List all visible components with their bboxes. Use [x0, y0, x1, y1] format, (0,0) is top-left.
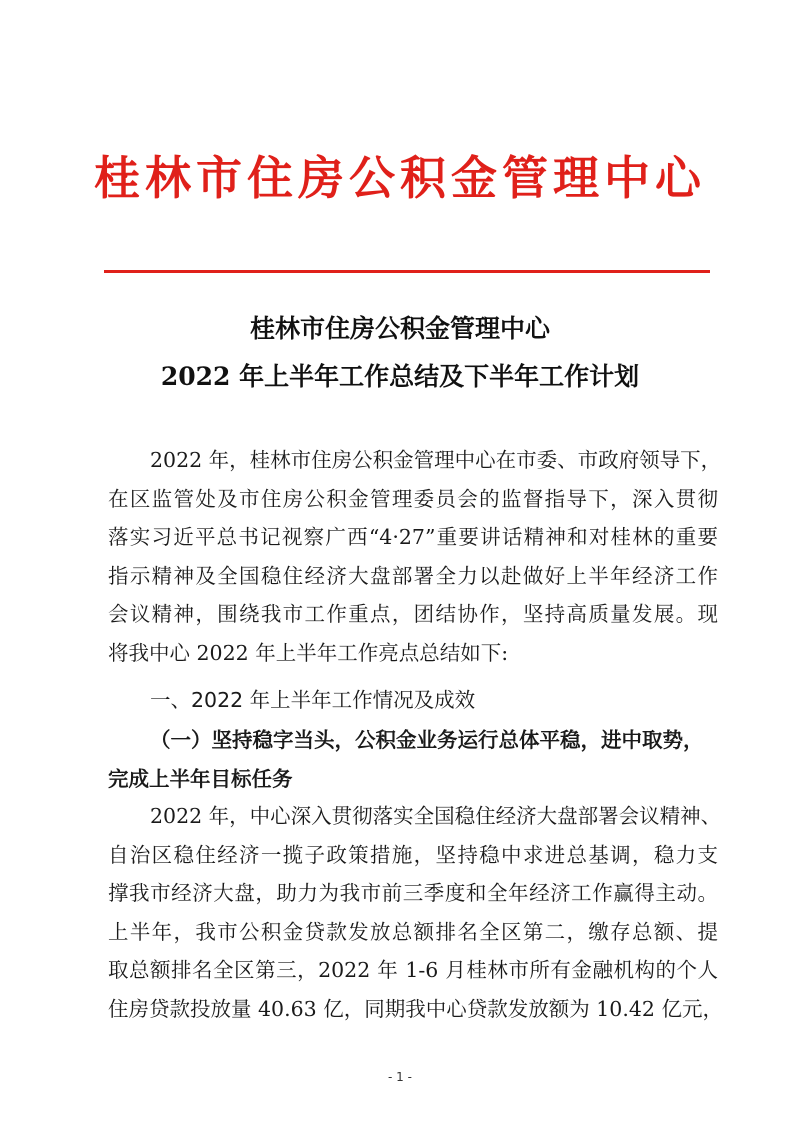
paragraph-line: 2022 年，桂林市住房公积金管理中心在市委、市政府领导下，: [150, 448, 722, 472]
page-number: - 1 -: [388, 1070, 412, 1084]
document-title-line-2: 2022 年上半年工作总结及下半年工作计划: [160, 362, 640, 391]
masthead-org-name: 桂林市住房公积金管理中心: [94, 151, 706, 205]
body-paragraph: [108, 797, 723, 1029]
section-heading-1: 一、2022 年上半年工作情况及成效: [150, 688, 476, 712]
paragraph-line: 将我中心 2022 年上半年工作亮点总结如下:: [108, 640, 509, 665]
paragraph-line: 上半年，我市公积金贷款发放总额排名全区第二，缴存总额、提: [108, 919, 718, 944]
paragraph-line: 住房贷款投放量 40.63 亿，同期我中心贷款发放额为 10.42 亿元，: [108, 996, 723, 1021]
intro-paragraph: [108, 441, 722, 673]
paragraph-line: 会议精神，围绕我市工作重点，团结协作，坚持高质量发展。现: [108, 602, 718, 627]
subsection-heading-line: （一）坚持稳字当头，公积金业务运行总体平稳，进中取势，: [150, 728, 704, 752]
paragraph-line: 自治区稳住经济一揽子政策措施，坚持稳中求进总基调，稳力支: [108, 842, 718, 867]
subsection-heading-1: [108, 721, 718, 798]
subsection-heading-line: 完成上半年目标任务: [108, 766, 293, 791]
document-title-line-1: 桂林市住房公积金管理中心: [249, 314, 550, 343]
paragraph-line: 指示精神及全国稳住经济大盘部署全力以赴做好上半年经济工作: [108, 563, 718, 588]
paragraph-line: 撑我市经济大盘，助力为我市前三季度和全年经济工作赢得主动。: [108, 881, 718, 906]
paragraph-line: 在区监管处及市住房公积金管理委员会的监督指导下，深入贯彻: [108, 486, 718, 511]
paragraph-line: 落实习近平总书记视察广西“4·27”重要讲话精神和对桂林的重要: [108, 525, 718, 550]
paragraph-line: 2022 年，中心深入贯彻落实全国稳住经济大盘部署会议精神、: [150, 804, 722, 828]
masthead-red-rule: [104, 270, 710, 273]
paragraph-line: 取总额排名全区第三，2022 年 1-6 月桂林市所有金融机构的个人: [108, 958, 718, 983]
